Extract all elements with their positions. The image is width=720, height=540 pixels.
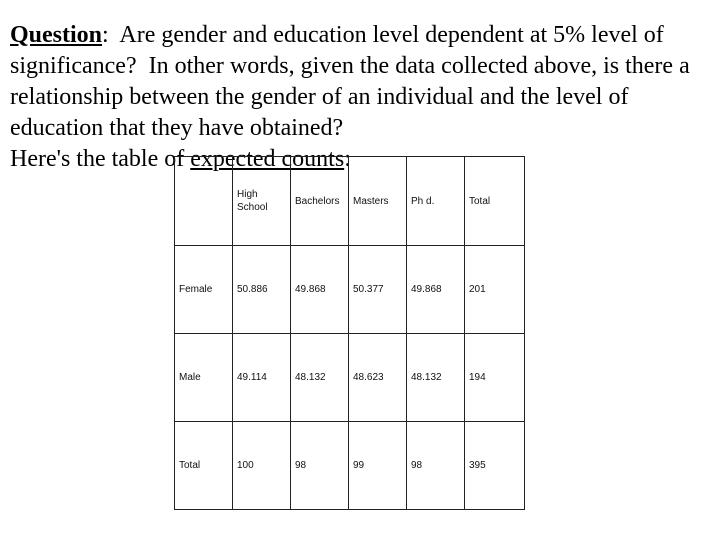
table-cell: 49.114 xyxy=(233,334,291,422)
table-cell: 50.886 xyxy=(233,246,291,334)
table-cell: 49.868 xyxy=(291,246,349,334)
table-header-row xyxy=(175,157,525,246)
table-intro-suffix: : xyxy=(344,146,351,172)
table-cell: 48.623 xyxy=(349,334,407,422)
header-cell-total: Total xyxy=(465,157,525,246)
table-cell: 194 xyxy=(465,334,525,422)
expected-counts-table xyxy=(174,156,525,510)
table-cell: 98 xyxy=(291,422,349,510)
header-cell-phd: Ph d. xyxy=(407,157,465,246)
table-intro-underlined: expected counts xyxy=(190,146,345,172)
table-cell: 201 xyxy=(465,246,525,334)
table-cell: 99 xyxy=(349,422,407,510)
header-cell-masters: Masters xyxy=(349,157,407,246)
table-cell: 100 xyxy=(233,422,291,510)
table-cell: 49.868 xyxy=(407,246,465,334)
row-label-cell: Male xyxy=(175,334,233,422)
expected-counts-table-container xyxy=(174,156,525,510)
header-cell-empty xyxy=(175,157,233,246)
question-colon: : xyxy=(102,22,109,48)
row-label-cell: Female xyxy=(175,246,233,334)
header-label: High School xyxy=(237,189,268,213)
table-row xyxy=(175,422,525,510)
table-cell: 395 xyxy=(465,422,525,510)
header-label: Bachelors xyxy=(295,195,340,207)
question-label: Question xyxy=(10,22,103,48)
table-row xyxy=(175,334,525,422)
question-text xyxy=(10,20,710,175)
table-cell: 48.132 xyxy=(291,334,349,422)
table-cell: 50.377 xyxy=(349,246,407,334)
row-label-cell: Total xyxy=(175,422,233,510)
table-row xyxy=(175,246,525,334)
table-cell: 98 xyxy=(407,422,465,510)
header-cell-high-school xyxy=(233,157,291,246)
table-cell: 48.132 xyxy=(407,334,465,422)
question-body: Are gender and education level dependent at 5% level of significance? In other words, given the data collected above, is there a relationship between the gender of an individual and the level of education that they have obtained? xyxy=(10,22,696,141)
header-cell-bachelors xyxy=(291,157,349,246)
table-intro-prefix: Here's the table of xyxy=(10,146,191,172)
